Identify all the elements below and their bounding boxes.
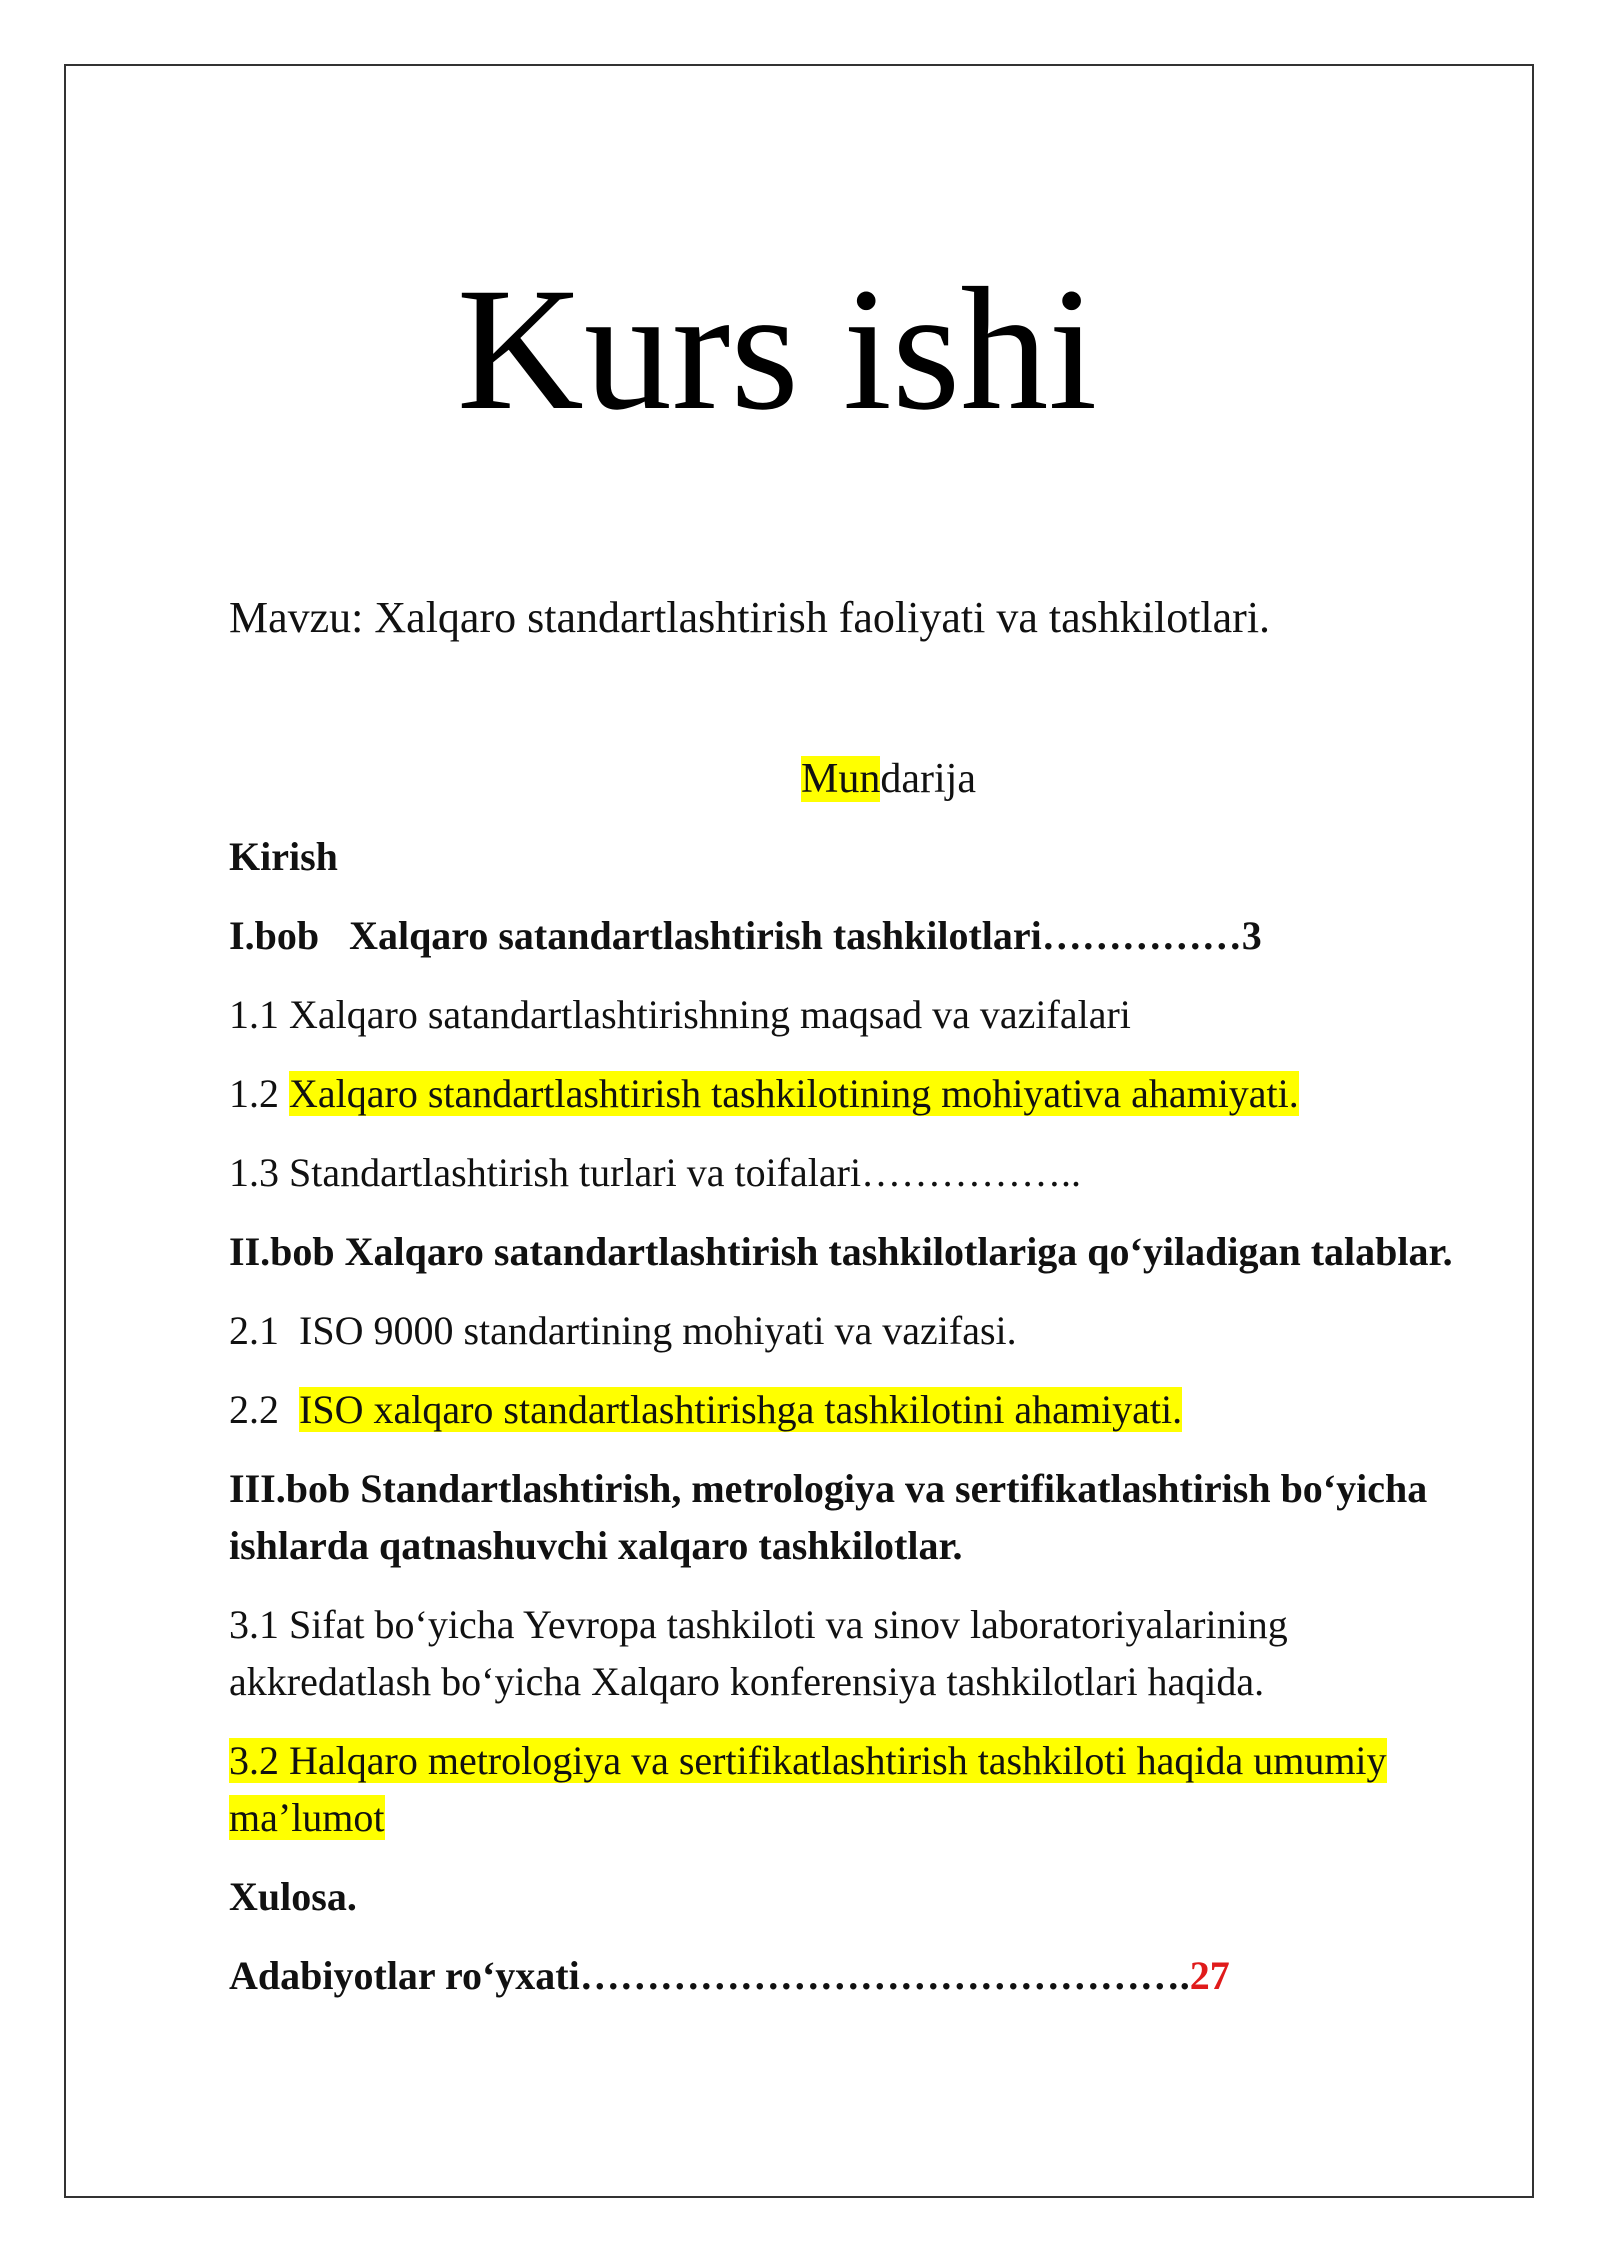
references-page-number: 27 (1189, 1953, 1230, 1998)
toc-heading-highlighted-part: Mun (801, 756, 881, 802)
toc-entry-3-2 (229, 1732, 1499, 1846)
toc-entry-chapter-1 (229, 907, 1499, 964)
chapter-1-label: I.bob (229, 913, 320, 958)
section-2-2-title: ISO xalqaro standartlashtirishga tashkilotini ahamiyati. (299, 1387, 1183, 1432)
toc-entry-1-1: 1.1 Xalqaro satandartlashtirishning maqsad va vazifalari (229, 992, 1131, 1037)
toc-entry-2-2 (229, 1381, 1499, 1438)
toc-entry-references (229, 1947, 1499, 2004)
toc-entry-chapter-2: II.bob Xalqaro satandartlashtirish tashkilotlariga qo‘yiladigan talablar. (229, 1229, 1453, 1274)
toc-entry-1-3: 1.3 Standartlashtirish turlari va toifalari…………….. (229, 1150, 1082, 1195)
section-1-2-title: Xalqaro standartlashtirish tashkilotining mohiyativa ahamiyati. (289, 1071, 1299, 1116)
references-title: Adabiyotlar ro‘yxati………………………………………. (229, 1953, 1190, 1998)
toc-entry-3-1: 3.1 Sifat bo‘yicha Yevropa tashkiloti va sinov laboratoriyalarining akkredatlash bo‘yicha Xalqaro konferensiya tashkilotlari haqida. (229, 1602, 1288, 1704)
section-2-2-number: 2.2 (229, 1387, 279, 1432)
toc-heading-rest: darija (880, 756, 976, 802)
topic-line: Mavzu: Xalqaro standartlashtirish faoliyati va tashkilotlari. (229, 593, 1271, 642)
toc-entry-2-1: 2.1 ISO 9000 standartining mohiyati va vazifasi. (229, 1308, 1017, 1353)
chapter-1-title: Xalqaro satandartlashtirish tashkilotlari……………3 (349, 913, 1262, 958)
toc-entry-chapter-3: III.bob Standartlashtirish, metrologiya va sertifikatlashtirish bo‘yicha ishlarda qatnashuvchi xalqaro tashkilotlar. (229, 1466, 1428, 1568)
toc-entry-xulosa: Xulosa. (229, 1874, 357, 1919)
section-1-2-number: 1.2 (229, 1071, 279, 1116)
toc-entry-1-2 (229, 1065, 1499, 1122)
toc-heading (801, 752, 976, 806)
document-title: Kurs ishi (456, 252, 1098, 447)
section-3-2-text: 3.2 Halqaro metrologiya va sertifikatlashtirish tashkiloti haqida umumiy ma’lumot (229, 1738, 1387, 1840)
table-of-contents (229, 828, 1499, 2026)
toc-entry-kirish: Kirish (229, 834, 338, 879)
